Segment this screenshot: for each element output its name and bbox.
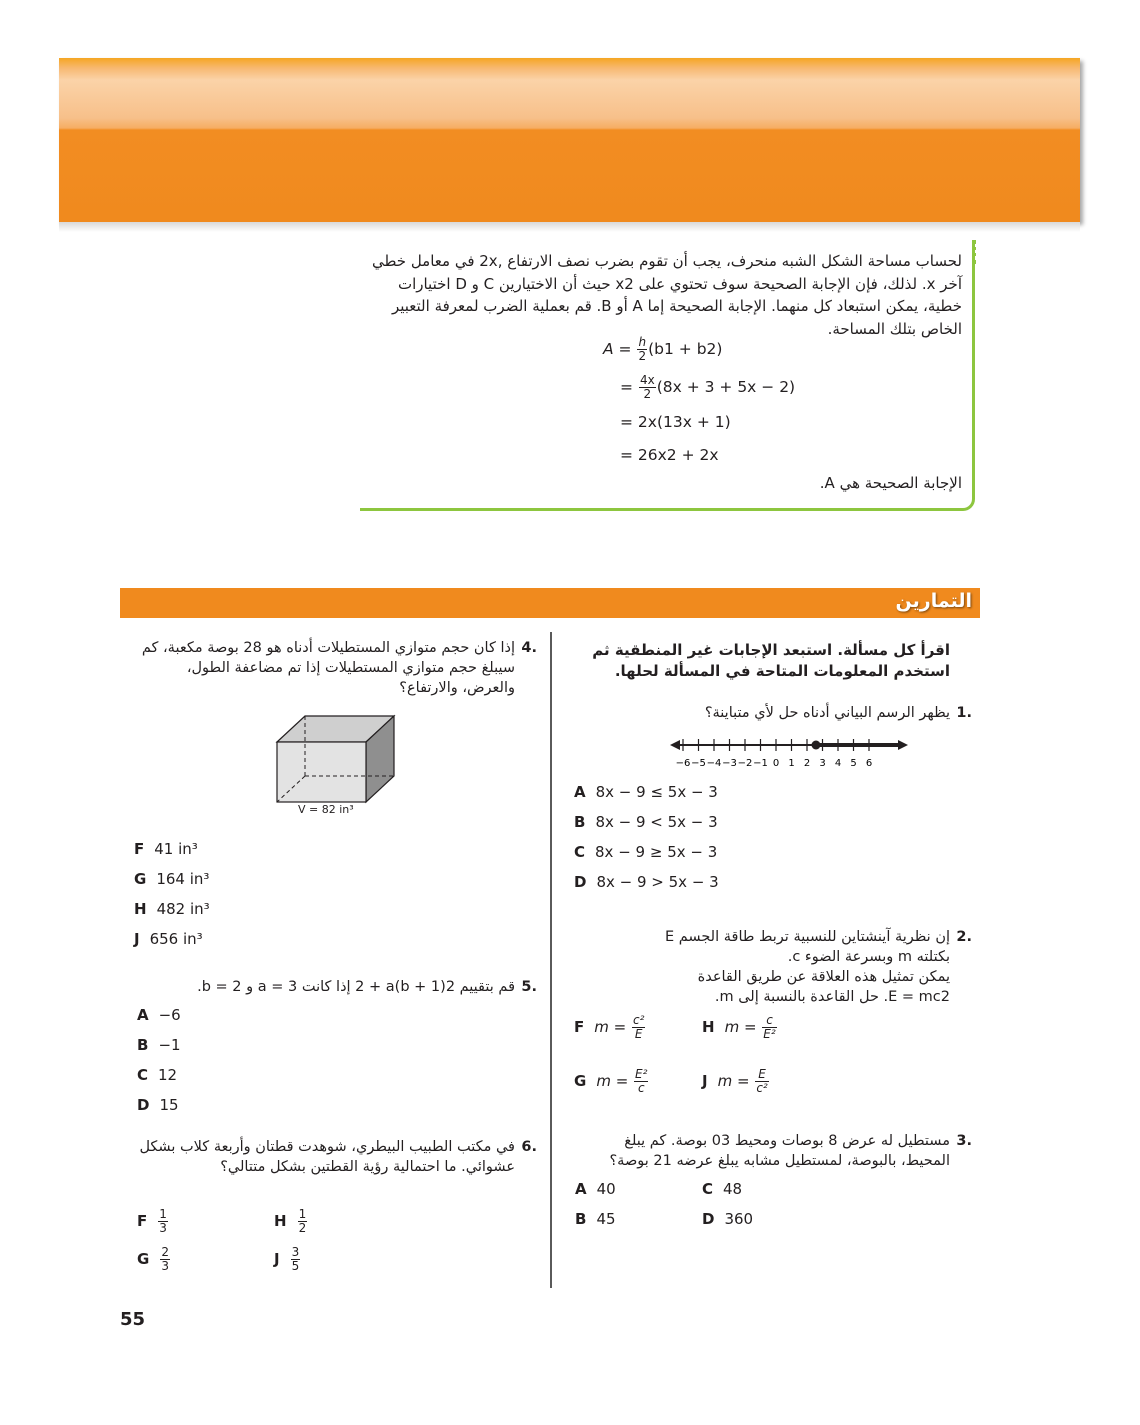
q2-line-4: E = mc2. حل القاعدة بالنسبة إلى m.	[714, 989, 950, 1005]
option-lhs: m =	[596, 1072, 629, 1090]
option-frac-num: 1	[298, 1207, 307, 1221]
option-letter: D	[702, 1210, 715, 1228]
eq1-frac-num: h	[638, 335, 647, 349]
option-frac-den: E²	[763, 1027, 776, 1041]
option-letter: C	[702, 1180, 714, 1198]
option-letter: F	[137, 1212, 148, 1230]
q2-option-j[interactable]	[702, 1068, 770, 1095]
option-frac-den: 3	[159, 1221, 167, 1235]
option-frac-den: E	[634, 1027, 643, 1041]
option-letter: H	[702, 1018, 715, 1036]
q2-option-g[interactable]	[574, 1068, 649, 1095]
option-frac-num: 1	[159, 1207, 167, 1221]
option-text: 48	[723, 1180, 743, 1198]
q6-option-f[interactable]	[137, 1208, 169, 1235]
option-frac-den: 3	[161, 1259, 169, 1273]
option-letter: J	[702, 1072, 708, 1090]
option-letter: B	[575, 1210, 587, 1228]
option-text: 482 in³	[156, 900, 210, 918]
q4-option-g[interactable]	[134, 870, 210, 900]
option-lhs: m =	[594, 1018, 627, 1036]
q5-option-d[interactable]	[137, 1096, 181, 1126]
q3-option-a[interactable]	[575, 1180, 616, 1198]
page-number: 55	[120, 1309, 146, 1330]
number-line	[670, 735, 910, 771]
q2-option-h[interactable]	[702, 1014, 778, 1041]
number-line-label: 2	[803, 758, 811, 769]
number-line-label: −5	[691, 758, 706, 769]
option-frac-num: 3	[291, 1245, 300, 1259]
q6-option-h[interactable]	[274, 1208, 308, 1235]
exercises-title: التمارين	[895, 590, 972, 612]
option-letter: G	[137, 1250, 150, 1268]
option-frac-num: 2	[161, 1245, 169, 1259]
option-frac-num: c	[762, 1014, 776, 1028]
q3-option-b[interactable]	[575, 1210, 616, 1228]
number-line-left-arrow	[670, 740, 680, 750]
option-text: 41 in³	[154, 840, 198, 858]
option-letter: A	[574, 783, 586, 801]
question-3	[600, 1131, 972, 1171]
q1-option-c[interactable]	[574, 843, 719, 873]
instructions: اقرأ كل مسألة. استبعد الإجابات غير المنطقية ثم استخدم المعلومات المتاحة في المسألة لحلها.	[592, 641, 950, 680]
option-frac-den: 5	[291, 1259, 300, 1273]
option-letter: J	[274, 1250, 280, 1268]
option-text: 8x − 9 ≥ 5x − 3	[595, 843, 718, 861]
option-text: −6	[158, 1006, 181, 1024]
option-text: 40	[596, 1180, 616, 1198]
q5-option-b[interactable]	[137, 1036, 181, 1066]
eq2-frac-num: 4x	[639, 373, 655, 387]
option-letter: C	[137, 1066, 149, 1084]
q1-option-a[interactable]	[574, 783, 719, 813]
eq1-frac-den: 2	[638, 349, 647, 363]
q2-number: 2.	[956, 929, 972, 945]
option-letter: F	[574, 1018, 585, 1036]
question-1	[575, 703, 972, 723]
column-divider	[550, 632, 552, 1288]
q5-option-c[interactable]	[137, 1066, 181, 1096]
prism-volume-label: V = 82 in³	[298, 803, 354, 816]
eq1-fraction	[637, 336, 647, 363]
q2-line-1: إن نظرية آينشتاين للنسبية تربط طاقة الجسم E	[664, 929, 950, 945]
question-5	[135, 977, 537, 997]
q1-option-d[interactable]	[574, 873, 719, 903]
option-frac-den: c²	[756, 1081, 768, 1095]
option-text: 15	[159, 1096, 179, 1114]
option-text: 12	[158, 1066, 178, 1084]
option-letter: D	[574, 873, 587, 891]
option-text: 164 in³	[156, 870, 210, 888]
number-line-label: 0	[772, 758, 780, 769]
q5-option-a[interactable]	[137, 1006, 181, 1036]
option-text: 8x − 9 < 5x − 3	[595, 813, 718, 831]
option-text: 8x − 9 ≤ 5x − 3	[595, 783, 718, 801]
q2-line-3: يمكن تمثيل هذه العلاقة عن طريق القاعدة	[697, 969, 950, 985]
q3-number: 3.	[956, 1133, 972, 1149]
q2-option-f[interactable]	[574, 1014, 646, 1041]
q4-text: إذا كان حجم متوازي المستطيلات أدناه هو 28 بوصة مكعبة، كم سيبلغ حجم متوازي المستطيلات إذا تم مضاعفة الطول، والعرض، والارتفاع؟	[141, 640, 515, 696]
exercises-header-bar	[120, 588, 980, 618]
option-text: −1	[158, 1036, 181, 1054]
q6-number: 6.	[521, 1139, 537, 1155]
option-letter: F	[134, 840, 145, 858]
option-letter: H	[274, 1212, 287, 1230]
q1-text: يظهر الرسم البياني أدناه حل لأي متباينة؟	[704, 705, 950, 721]
option-letter: A	[575, 1180, 587, 1198]
number-line-label: −2	[737, 758, 753, 769]
eq2-frac-den: 2	[643, 387, 652, 401]
q5-text: قم بتقييم 2(b + 1)2 + a إذا كانت a = 3 و b = 2.	[197, 979, 515, 995]
option-letter: G	[134, 870, 147, 888]
q5-options	[137, 1006, 181, 1126]
q6-option-g[interactable]	[137, 1246, 171, 1273]
number-line-label: −3	[722, 758, 737, 769]
option-frac-num: E	[755, 1068, 768, 1082]
equation-3: = 2x(13x + 1)	[620, 413, 731, 431]
option-text: 8x − 9 > 5x − 3	[596, 873, 719, 891]
number-line-label: −1	[753, 758, 768, 769]
option-text: 45	[596, 1210, 616, 1228]
eq1-rest: (b1 + b2)	[648, 340, 723, 358]
equation-2	[620, 374, 795, 401]
option-letter: G	[574, 1072, 587, 1090]
option-letter: D	[137, 1096, 150, 1114]
option-letter: B	[137, 1036, 149, 1054]
q6-text: في مكتب الطبيب البيطري، شوهدت قطتان وأربعة كلاب بشكل عشوائي. ما احتمالية رؤية القطتين بشكل متتالي؟	[139, 1139, 515, 1175]
number-line-label: −4	[706, 758, 722, 769]
option-frac-den: c	[637, 1081, 645, 1095]
example-answer: الإجابة الصحيحة هي A.	[819, 474, 962, 492]
option-text: 656 in³	[149, 930, 203, 948]
q5-number: 5.	[521, 979, 537, 995]
eq1-lhs: A =	[603, 340, 632, 358]
q3-text: مستطيل له عرض 8 بوصات ومحيط 03 بوصة. كم يبلغ المحيط، بالبوصة، لمستطيل مشابه يبلغ عرضه 21 بوصة؟	[609, 1133, 950, 1169]
question-2	[600, 927, 972, 1007]
number-line-label: 5	[850, 758, 857, 769]
q4-option-h[interactable]	[134, 900, 210, 930]
solution-point	[812, 741, 821, 750]
option-letter: C	[574, 843, 586, 861]
q3-option-d[interactable]	[702, 1210, 753, 1228]
number-line-label: 4	[834, 758, 842, 769]
header-banner	[59, 58, 1080, 222]
example-paragraph: لحساب مساحة الشكل الشبه منحرف، يجب أن تقوم بضرب نصف الارتفاع ,2x في معامل خطي آخر x. لذلك، فإن الإجابة الصحيحة سوف تحتوي على x2 حيث أن الاختيارين C و D اختيارات خطية، يمكن استبعاد كل منهما. الإجابة الصحيحة إما A أو B. قم بعملية الضرب لمعرفة التعبير الخاص بتلك المساحة.	[371, 252, 962, 338]
equation-4: = 26x2 + 2x	[620, 446, 719, 464]
number-line-label: 1	[788, 758, 795, 769]
question-6	[135, 1137, 537, 1177]
eq2-fraction	[639, 374, 656, 401]
q6-option-j[interactable]	[274, 1246, 301, 1273]
header-banner-shadow	[59, 222, 1080, 232]
option-letter: J	[134, 930, 140, 948]
eq2-rest: (8x + 3 + 5x − 2)	[656, 378, 796, 396]
example-box-dots	[970, 240, 976, 264]
option-letter: A	[137, 1006, 149, 1024]
eq2-prefix: =	[620, 378, 633, 396]
option-lhs: m =	[717, 1072, 750, 1090]
question-4	[135, 638, 537, 698]
equation-1	[603, 336, 722, 363]
q1-number: 1.	[956, 705, 972, 721]
number-line-label: −6	[675, 758, 691, 769]
option-frac-den: 2	[298, 1221, 307, 1235]
number-line-label: 3	[819, 758, 826, 769]
number-line-label: 6	[865, 758, 873, 769]
q1-options	[574, 783, 719, 903]
option-letter: B	[574, 813, 586, 831]
q4-option-f[interactable]	[134, 840, 210, 870]
q1-option-b[interactable]	[574, 813, 719, 843]
q3-option-c[interactable]	[702, 1180, 742, 1198]
option-letter: H	[134, 900, 147, 918]
q4-option-j[interactable]	[134, 930, 210, 960]
q4-number: 4.	[521, 640, 537, 656]
option-text: 360	[724, 1210, 754, 1228]
q2-line-2: بكتلته m وبسرعة الضوء c.	[787, 949, 950, 965]
option-lhs: m =	[724, 1018, 757, 1036]
q4-options	[134, 840, 210, 960]
option-frac-num: c²	[632, 1013, 645, 1027]
option-frac-num: E²	[635, 1067, 648, 1081]
